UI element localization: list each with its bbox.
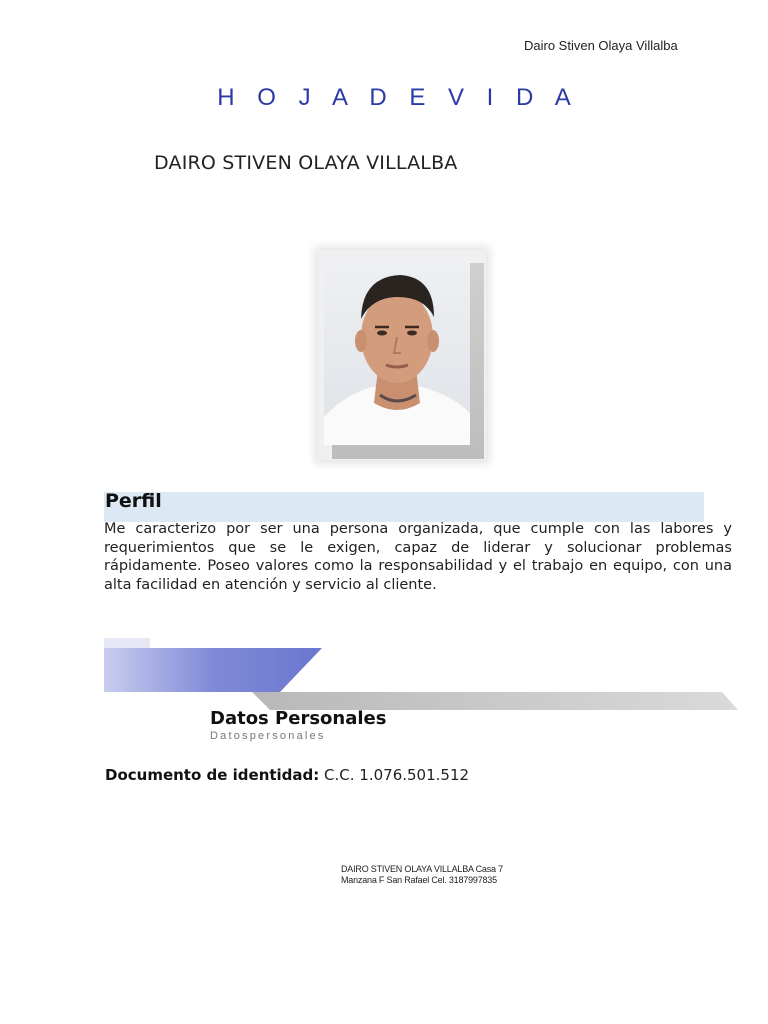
datos-heading: Datos Personales xyxy=(210,708,387,729)
datos-subheading: Datospersonales xyxy=(210,730,326,742)
document-id-line xyxy=(105,766,469,784)
footer-address xyxy=(341,864,541,886)
full-name: DAIRO STIVEN OLAYA VILLALBA xyxy=(154,152,458,174)
footer-line-2: Manzana F San Rafael Cel. 3187997835 xyxy=(341,875,497,885)
profile-section-bar xyxy=(104,492,704,522)
header-name: Dairo Stiven Olaya Villalba xyxy=(524,38,678,53)
document-title: H O J A D E V I D A xyxy=(217,84,579,111)
profile-text: Me caracterizo por ser una persona organizada, que cumple con las labores y requerimientos que se le exigen, capaz de liderar y solucionar problemas rápidamente. Poseo valores como la responsabilidad y el trabajo en equipo, con una alta facilidad en atención y servicio al cliente. xyxy=(104,521,732,593)
document-id-label: Documento de identidad: xyxy=(105,766,320,784)
section-divider-decoration xyxy=(104,636,738,712)
profile-heading: Perfil xyxy=(105,490,162,512)
profile-photo xyxy=(324,257,470,445)
profile-photo-icon xyxy=(324,257,470,445)
document-id-value: C.C. 1.076.501.512 xyxy=(319,766,470,784)
footer-line-1: DAIRO STIVEN OLAYA VILLALBA Casa 7 xyxy=(341,864,503,874)
